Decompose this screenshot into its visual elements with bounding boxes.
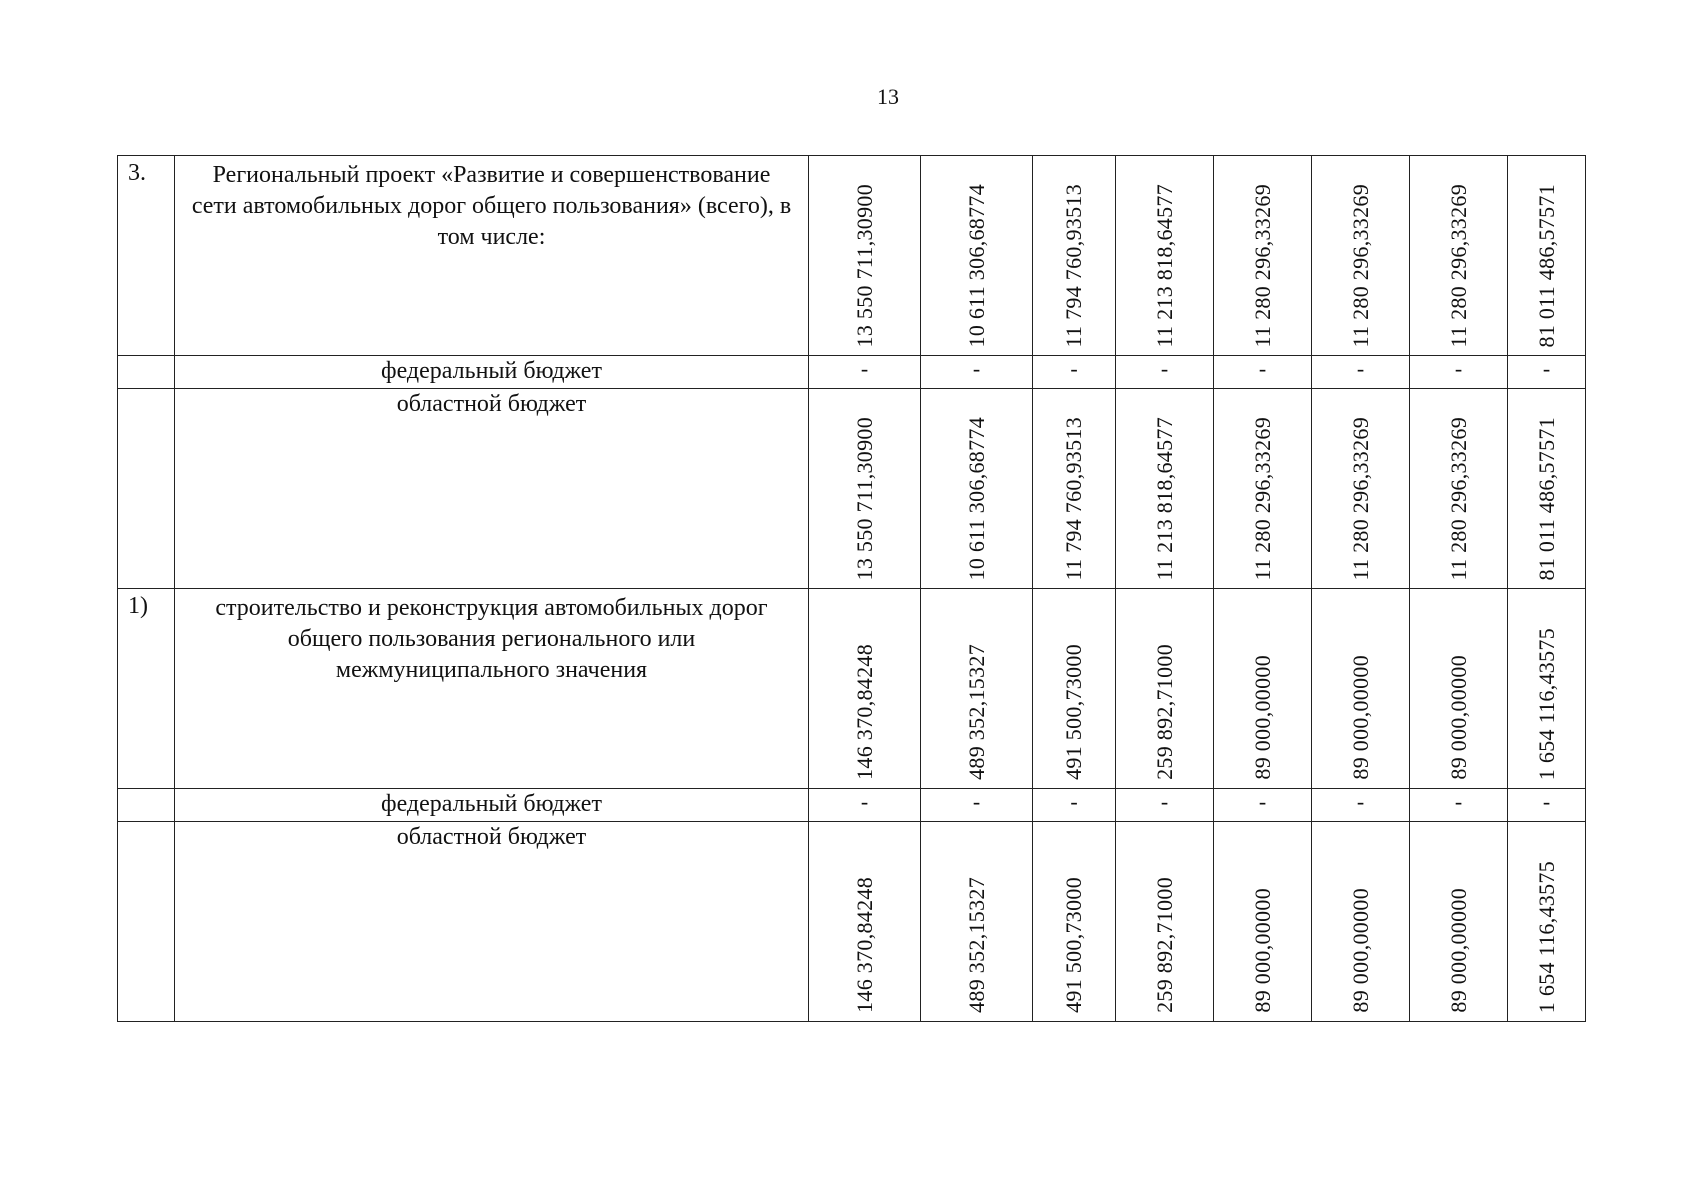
row-number xyxy=(118,389,175,589)
value-cell: - xyxy=(1116,789,1214,822)
value-cell xyxy=(1508,156,1586,356)
row-name: областной бюджет xyxy=(175,389,809,589)
table-row xyxy=(118,389,1586,589)
value-text: 489 352,15327 xyxy=(963,644,989,780)
value-cell: - xyxy=(1214,789,1312,822)
row-number xyxy=(118,789,175,822)
value-cell xyxy=(1508,589,1586,789)
value-text: 11 280 296,33269 xyxy=(1249,416,1275,580)
value-text: 89 000,00000 xyxy=(1249,888,1275,1013)
value-text: 1 654 116,43575 xyxy=(1533,627,1559,780)
value-cell xyxy=(1312,822,1410,1022)
value-cell xyxy=(921,822,1033,1022)
value-cell xyxy=(1116,156,1214,356)
value-text: 11 280 296,33269 xyxy=(1249,183,1275,347)
table-row xyxy=(118,822,1586,1022)
value-text: 89 000,00000 xyxy=(1445,888,1471,1013)
value-cell xyxy=(1214,389,1312,589)
value-text: 11 794 760,93513 xyxy=(1061,416,1086,580)
value-cell xyxy=(1214,589,1312,789)
value-cell xyxy=(1214,156,1312,356)
value-text: 259 892,71000 xyxy=(1151,644,1177,780)
value-cell: - xyxy=(921,356,1033,389)
value-cell xyxy=(1312,389,1410,589)
value-text: 10 611 306,68774 xyxy=(963,416,989,580)
row-number: 3. xyxy=(118,156,175,356)
value-cell: - xyxy=(1214,356,1312,389)
value-text: 11 280 296,33269 xyxy=(1445,416,1471,580)
value-text: 11 280 296,33269 xyxy=(1347,183,1373,347)
row-name: федеральный бюджет xyxy=(175,789,809,822)
value-cell: - xyxy=(1410,789,1508,822)
value-cell: - xyxy=(1033,356,1116,389)
row-number: 1) xyxy=(118,589,175,789)
row-name: Региональный проект «Развитие и совершенствование сети автомобильных дорог общего пользования» (всего), в том числе: xyxy=(175,156,809,356)
value-cell xyxy=(1410,589,1508,789)
value-cell xyxy=(1033,822,1116,1022)
value-cell: - xyxy=(1508,356,1586,389)
value-cell: - xyxy=(1312,789,1410,822)
value-text: 259 892,71000 xyxy=(1151,877,1177,1013)
value-cell xyxy=(1214,822,1312,1022)
value-text: 11 280 296,33269 xyxy=(1347,416,1373,580)
value-cell: - xyxy=(809,789,921,822)
table-row xyxy=(118,789,1586,822)
value-text: 11 280 296,33269 xyxy=(1445,183,1471,347)
value-cell xyxy=(1410,156,1508,356)
row-number xyxy=(118,356,175,389)
value-text: 10 611 306,68774 xyxy=(963,183,989,347)
value-cell xyxy=(809,156,921,356)
value-cell xyxy=(1312,156,1410,356)
value-cell xyxy=(921,589,1033,789)
value-text: 89 000,00000 xyxy=(1347,888,1373,1013)
value-cell: - xyxy=(1116,356,1214,389)
value-text: 491 500,73000 xyxy=(1061,877,1086,1013)
value-cell: - xyxy=(1312,356,1410,389)
value-cell xyxy=(809,822,921,1022)
value-cell: - xyxy=(1410,356,1508,389)
value-text: 146 370,84248 xyxy=(851,644,877,780)
value-cell xyxy=(1033,156,1116,356)
value-cell: - xyxy=(809,356,921,389)
value-text: 11 794 760,93513 xyxy=(1061,183,1086,347)
budget-table xyxy=(117,155,1586,1022)
row-name: федеральный бюджет xyxy=(175,356,809,389)
value-cell: - xyxy=(1508,789,1586,822)
value-text: 89 000,00000 xyxy=(1445,655,1471,780)
row-name: строительство и реконструкция автомобильных дорог общего пользования регионального или межмуниципального значения xyxy=(175,589,809,789)
value-cell xyxy=(921,156,1033,356)
page-number: 13 xyxy=(877,84,899,109)
value-text: 491 500,73000 xyxy=(1061,644,1086,780)
value-text: 146 370,84248 xyxy=(851,877,877,1013)
value-cell xyxy=(1033,589,1116,789)
table-row xyxy=(118,156,1586,356)
value-cell xyxy=(1312,589,1410,789)
value-text: 89 000,00000 xyxy=(1347,655,1373,780)
table-row xyxy=(118,356,1586,389)
row-number xyxy=(118,822,175,1022)
row-name: областной бюджет xyxy=(175,822,809,1022)
value-text: 489 352,15327 xyxy=(963,877,989,1013)
value-cell xyxy=(809,589,921,789)
value-cell xyxy=(809,389,921,589)
table-row xyxy=(118,589,1586,789)
value-cell xyxy=(1508,822,1586,1022)
value-cell xyxy=(1508,389,1586,589)
value-cell: - xyxy=(1033,789,1116,822)
value-text: 13 550 711,30900 xyxy=(851,416,877,580)
value-cell xyxy=(1116,822,1214,1022)
value-text: 11 213 818,64577 xyxy=(1151,416,1177,580)
value-cell: - xyxy=(921,789,1033,822)
value-text: 81 011 486,57571 xyxy=(1533,416,1559,580)
value-text: 89 000,00000 xyxy=(1249,655,1275,780)
value-text: 81 011 486,57571 xyxy=(1533,183,1559,347)
value-text: 13 550 711,30900 xyxy=(851,183,877,347)
value-cell xyxy=(921,389,1033,589)
value-cell xyxy=(1410,822,1508,1022)
value-cell xyxy=(1410,389,1508,589)
value-cell xyxy=(1116,389,1214,589)
value-cell xyxy=(1033,389,1116,589)
value-text: 11 213 818,64577 xyxy=(1151,183,1177,347)
value-text: 1 654 116,43575 xyxy=(1533,860,1559,1013)
value-cell xyxy=(1116,589,1214,789)
